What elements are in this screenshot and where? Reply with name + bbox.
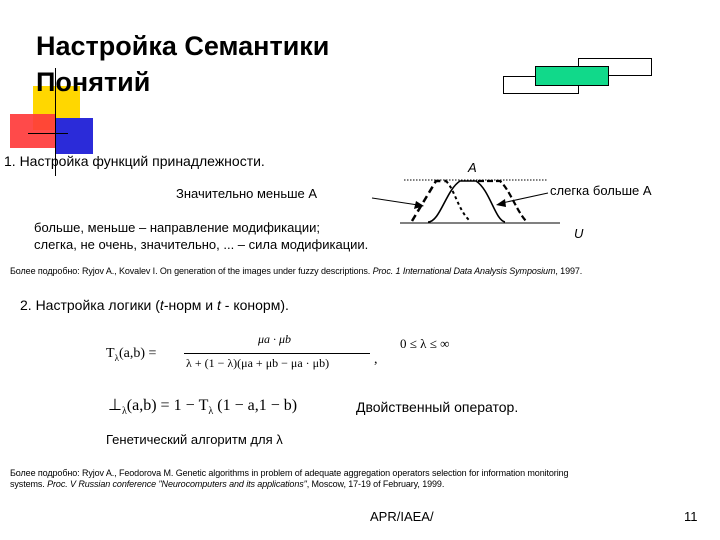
formula-t-conorm: $\perp_\lambda(a,b) = 1 - T_\lambda$ (1 − a,1 − b) <box>108 397 298 418</box>
reference-1 <box>10 266 582 276</box>
formula-t-norm <box>106 332 386 380</box>
footer-label: APR/IAEA/ <box>370 509 434 524</box>
reference-2-line-1: Более подробно: Ryjov A., Feodorova M. Genetic algorithms in problem of adequate aggregation operators selection for information monitoring <box>10 468 569 478</box>
section-1-heading: 1. Настройка функций принадлежности. <box>4 153 265 169</box>
title-line-2: Понятий <box>36 67 151 97</box>
genetic-algorithm-label: Генетический алгоритм для λ <box>106 432 283 447</box>
reference-1-end: , 1997. <box>555 266 583 276</box>
figure-label-slightly-more: слегка больше А <box>550 183 652 198</box>
curve-significantly-less <box>412 181 446 221</box>
reference-1-text: Более подробно: Ryjov A., Kovalev I. On generation of the images under fuzzy descriptions. <box>10 266 373 276</box>
figure-label-A: A <box>468 160 477 175</box>
formula-t-norm-comma: , <box>374 352 378 367</box>
arrowhead-more <box>496 199 506 207</box>
curve-A <box>428 181 505 222</box>
figure-label-significantly-less: Значительно меньше А <box>176 186 318 201</box>
modification-direction: больше, меньше – направление модификации; <box>34 220 320 235</box>
page-number: 11 <box>684 509 698 524</box>
formula-t-norm-numerator: μa · μb <box>258 332 292 346</box>
section-2-heading: 2. Настройка логики (t-норм и t - конорм). <box>20 297 289 313</box>
title-line-1: Настройка Семантики <box>36 31 330 61</box>
formula-lambda-condition: 0 ≤ λ ≤ ∞ <box>400 336 450 351</box>
arrow-to-less <box>372 198 418 205</box>
curve-less-right <box>446 181 470 221</box>
formula-t-norm-fraction-bar <box>184 353 370 354</box>
formula-t-norm-lhs: $T_\lambda(a,b)$ = <box>106 346 157 363</box>
formula-t-norm-denominator: λ + (1 − λ)(μa + μb − μa · μb) <box>186 356 330 370</box>
reference-2-line-2: systems. Proc. V Russian conference "Neurocomputers and its applications", Moscow, 17-19 of February, 1999. <box>10 479 445 489</box>
modification-strength: слегка, не очень, значительно, ... – сила модификации. <box>34 237 369 252</box>
reference-1-italic: Proc. 1 International Data Analysis Symposium <box>372 266 556 276</box>
figure-label-U: U <box>574 226 584 241</box>
reference-2 <box>10 468 568 490</box>
dual-operator-label: Двойственный оператор. <box>356 399 519 415</box>
